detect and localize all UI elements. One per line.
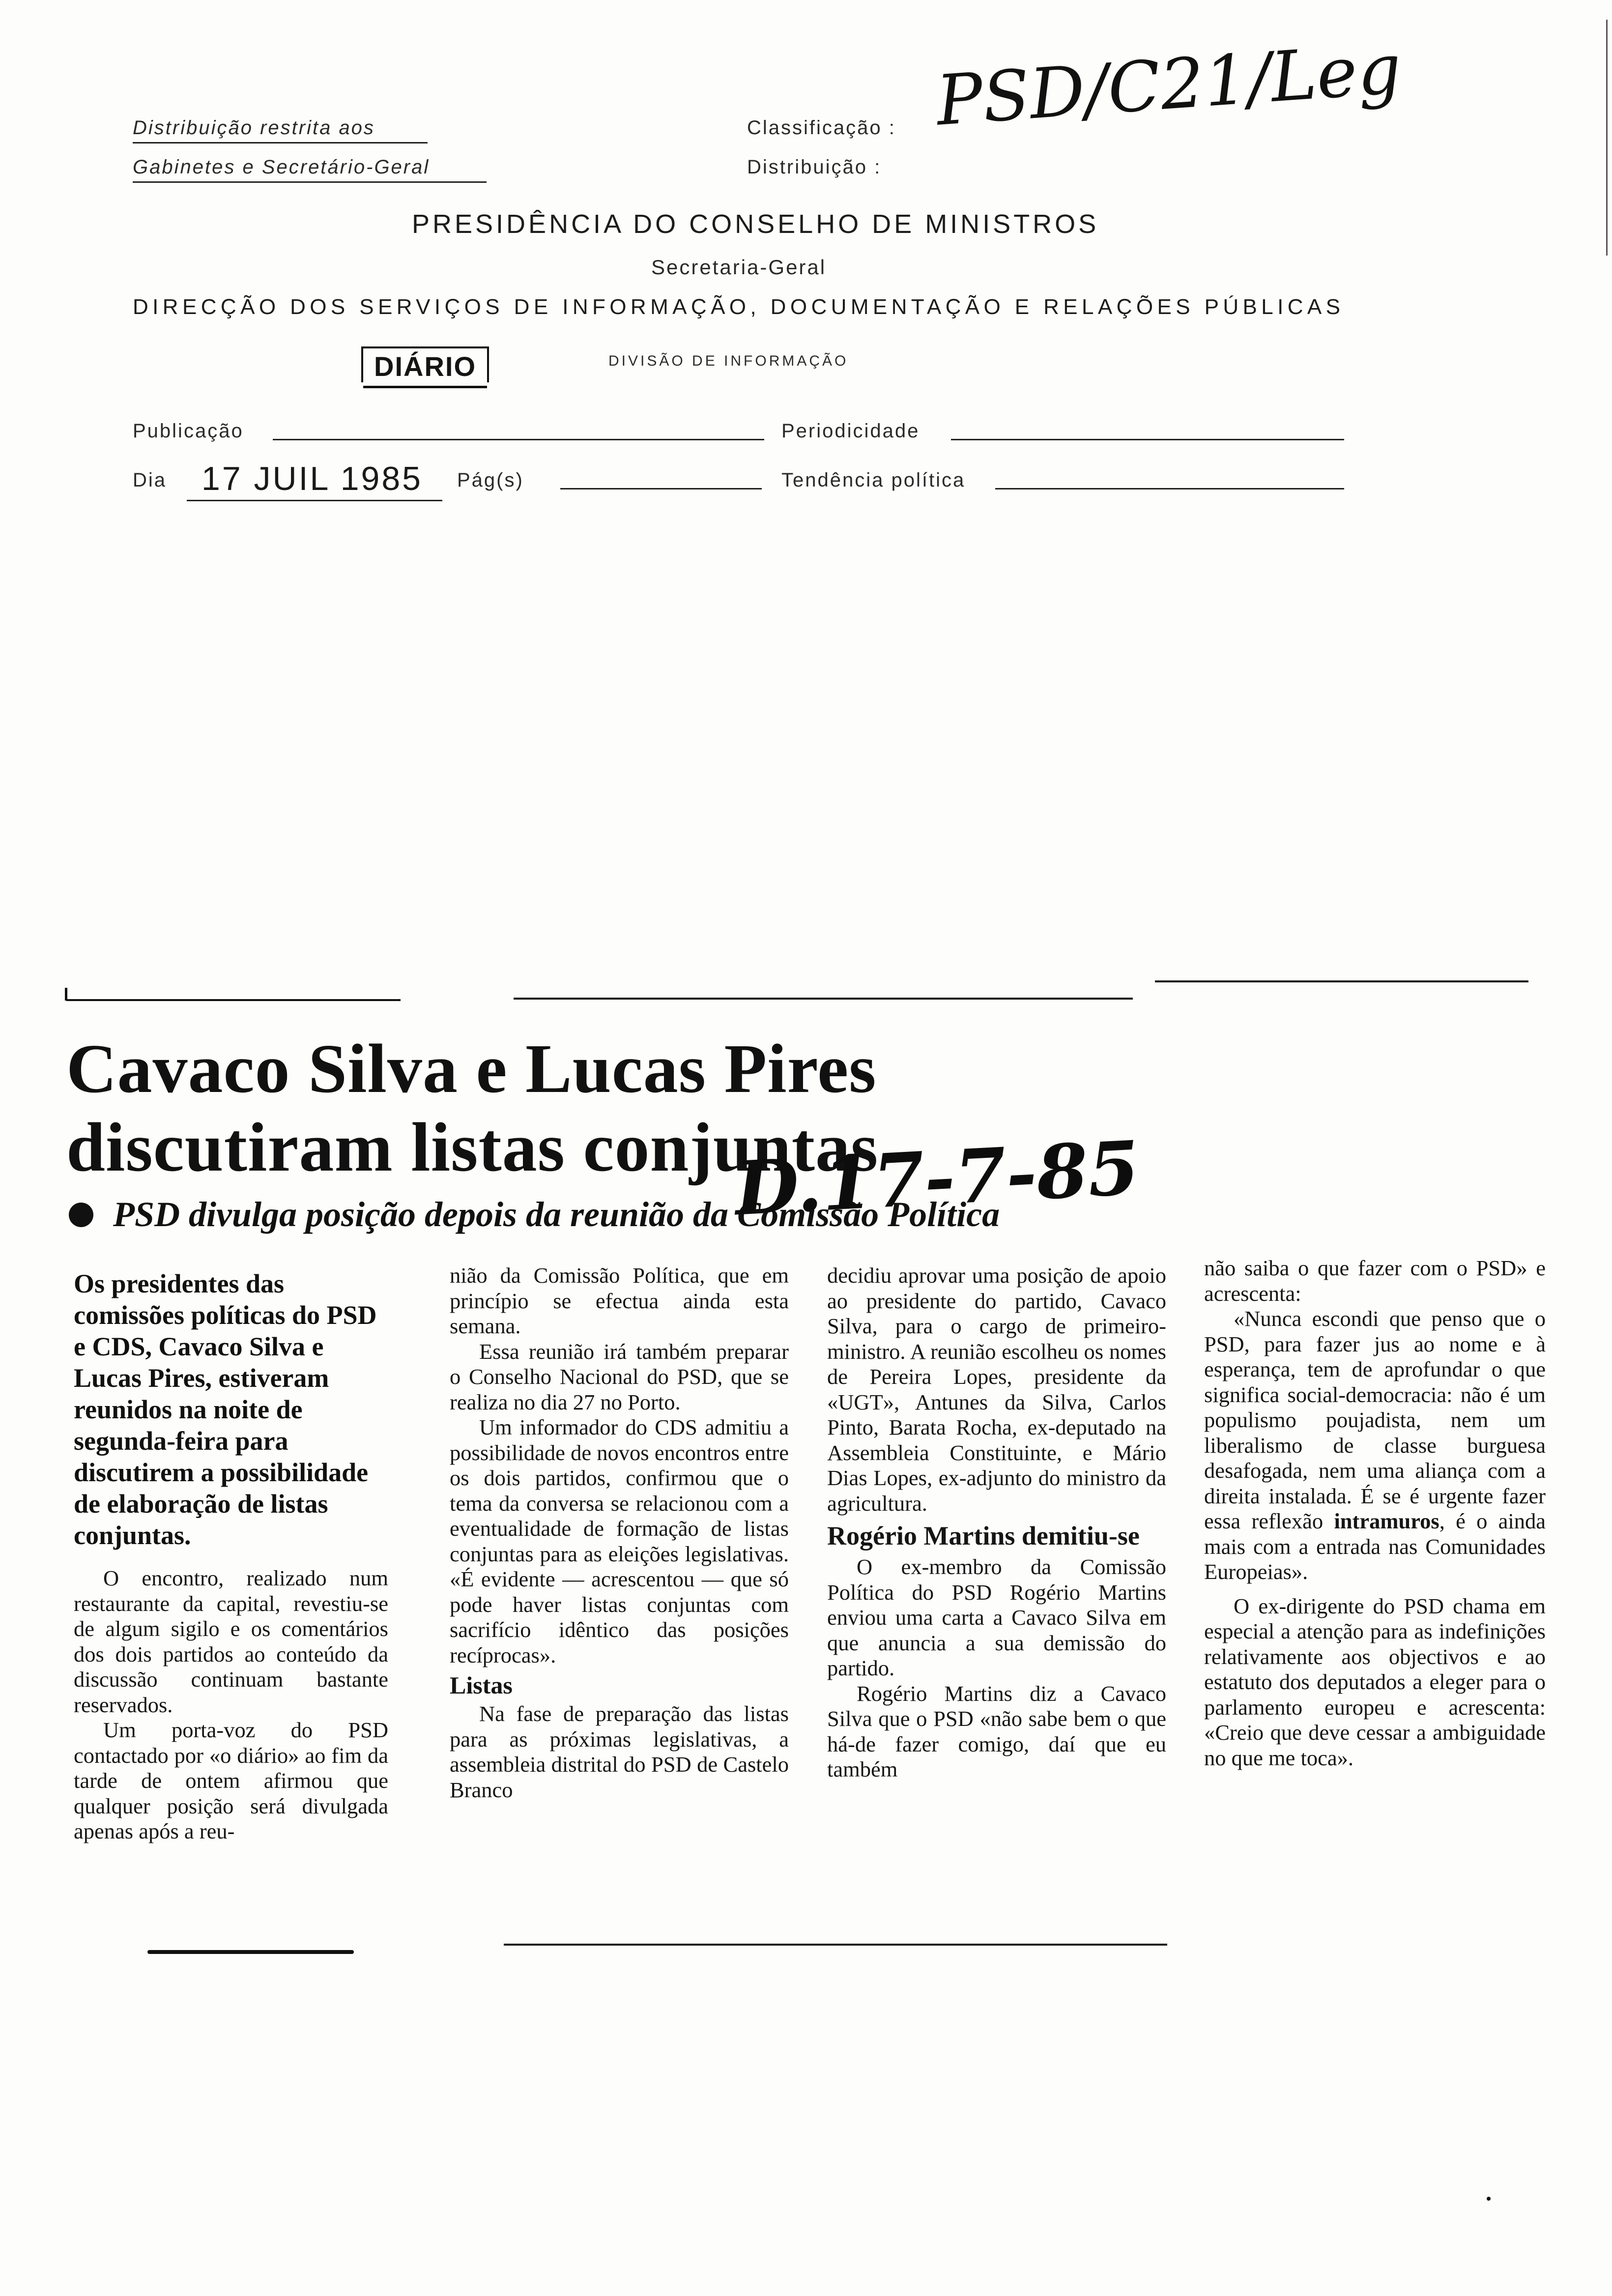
column-1-body <box>74 1566 388 1844</box>
date-stamp: 17 JUIL 1985 <box>202 460 423 497</box>
directorate-line: DIRECÇÃO DOS SERVIÇOS DE INFORMAÇÃO, DOCUMENTAÇÃO E RELAÇÕES PÚBLICAS <box>133 295 1345 319</box>
top-rule-middle <box>514 998 1133 1000</box>
article-column-3 <box>827 1263 1166 1782</box>
stamp-text: DIÁRIO <box>374 351 476 382</box>
col4-paragraph-2-start: «Nunca escondi que penso que o PSD, para fazer jus ao nome e à esperança, tem de aprofundar o que significa social-democracia: não é um populismo poujadista, nem um liberalismo de classe burguesa desafogada, nem uma aliança com a direita instalada. É se é urgente fazer essa reflexão <box>1204 1306 1546 1533</box>
col4-paragraph-3: O ex-dirigente do PSD chama em especial a atenção para as indefinições relativamente aos objectivos e ao estatuto dos deputados a eleger para o parlamento europeu e acrescenta: «Creio que deve cessar a ambiguidade no que me toca». <box>1204 1593 1546 1770</box>
publication-label: Publicação <box>133 420 244 442</box>
col4-paragraph-1: não saiba o que fazer com o PSD» e acrescenta: <box>1204 1256 1546 1306</box>
classification-label: Classificação : <box>747 117 896 139</box>
political-tendency-fill-line <box>995 488 1344 489</box>
publication-stamp <box>361 346 489 382</box>
top-rule-right <box>1155 980 1528 982</box>
article-column-2 <box>450 1263 789 1803</box>
col4-paragraph-2-end: , é o ainda mais com a entrada nas Comunidades Europeias». <box>1204 1509 1546 1584</box>
col4-emphasis-intramuros: intramuros <box>1334 1509 1439 1533</box>
col3-paragraph-3: Rogério Martins diz a Cavaco Silva que o PSD «não sabe bem o que há-de fazer comigo, daí que eu também <box>827 1681 1166 1781</box>
day-label: Dia <box>133 469 167 491</box>
col2-section-heading: Listas <box>450 1671 513 1699</box>
col3-paragraph-2: O ex-membro da Comissão Política do PSD Rogério Martins enviou uma carta a Cavaco Silva em que anuncia a sua demissão do partido. <box>827 1554 1166 1680</box>
distribution-restricted-line2: Gabinetes e Secretário-Geral <box>133 156 487 183</box>
article-column-1 <box>74 1268 388 1844</box>
political-tendency-label: Tendência política <box>781 469 966 491</box>
handwritten-date-annotation: D.17-7-85 <box>732 1124 1142 1233</box>
col2-paragraph-4: Na fase de preparação das listas para as próximas legislativas, a assembleia distrital do PSD de Castelo Branco <box>450 1701 789 1802</box>
article-column-4 <box>1204 1256 1546 1771</box>
subheadline-text: PSD divulga posição depois da reunião da Comissão Política <box>113 1195 1000 1234</box>
pages-label: Pág(s) <box>457 469 524 491</box>
col1-paragraph-1: O encontro, realizado num restaurante da capital, revestiu-se de algum sigilo e os comentários dos dois partidos ao conteúdo da discussão continuam bastante reservados. <box>74 1566 388 1717</box>
scan-speck <box>1487 2197 1491 2201</box>
division-label: DIVISÃO DE INFORMAÇÃO <box>608 353 849 369</box>
scan-edge-mark <box>1606 20 1608 256</box>
classification-handwritten: PSD/C21/Leg <box>934 29 1404 142</box>
org-title: PRESIDÊNCIA DO CONSELHO DE MINISTROS <box>412 209 1099 239</box>
periodicity-label: Periodicidade <box>781 420 920 442</box>
publication-fill-line <box>273 439 764 440</box>
col2-paragraph-2: Essa reunião irá também preparar o Conselho Nacional do PSD, que se realiza no dia 27 no Porto. <box>450 1339 789 1414</box>
periodicity-fill-line <box>951 439 1344 440</box>
day-fill-line <box>187 500 442 501</box>
distribution-label: Distribuição : <box>747 156 882 178</box>
col3-paragraph-1: decidiu aprovar uma posição de apoio ao presidente do partido, Cavaco Silva, para o cargo de primeiro-ministro. A reunião escolheu os nomes de Pereira Lopes, presidente da «UGT», Antunes da Silva, Carlos Pinto, Barata Rocha, ex-deputado na Assembleia Constituinte, e Mário Dias Lopes, ex-adjunto do ministro da agricultura. <box>827 1263 1166 1516</box>
bottom-rule-left <box>147 1950 354 1954</box>
pages-fill-line <box>560 488 762 489</box>
distribution-restricted-line1: Distribuição restrita aos <box>133 117 428 144</box>
headline-line2: discutiram listas conjuntas <box>66 1108 879 1186</box>
col2-paragraph-1: nião da Comissão Política, que em princípio se efectua ainda esta semana. <box>450 1263 789 1338</box>
col2-paragraph-3: Um informador do CDS admitiu a possibilidade de novos encontros entre os dois partidos, confirmou que o tema da conversa se relacionou com a eventualidade de formação de listas conjuntas para as eleições legislativas. «É evidente — acrescentou — que só pode haver listas conjuntas com sacrifício idêntico das posições recíprocas». <box>450 1415 789 1667</box>
top-rule-corner <box>65 988 67 1001</box>
headline-line1: Cavaco Silva e Lucas Pires <box>66 1030 877 1107</box>
org-subtitle: Secretaria-Geral <box>651 256 827 279</box>
col4-paragraph-2 <box>1204 1306 1546 1585</box>
col3-section-heading: Rogério Martins demitiu-se <box>827 1521 1140 1550</box>
bottom-rule-middle <box>504 1944 1167 1946</box>
top-rule-left <box>66 999 401 1001</box>
article-lead: Os presidentes das comissões políticas do PSD e CDS, Cavaco Silva e Lucas Pires, estiveram reunidos na noite de segunda-feira para discutirem a possibilidade de elaboração de listas conjuntas. <box>74 1269 377 1550</box>
col1-paragraph-2: Um porta-voz do PSD contactado por «o diário» ao fim da tarde de ontem afirmou que qualquer posição será divulgada apenas após a reu- <box>74 1718 388 1843</box>
bullet-icon <box>69 1203 93 1227</box>
